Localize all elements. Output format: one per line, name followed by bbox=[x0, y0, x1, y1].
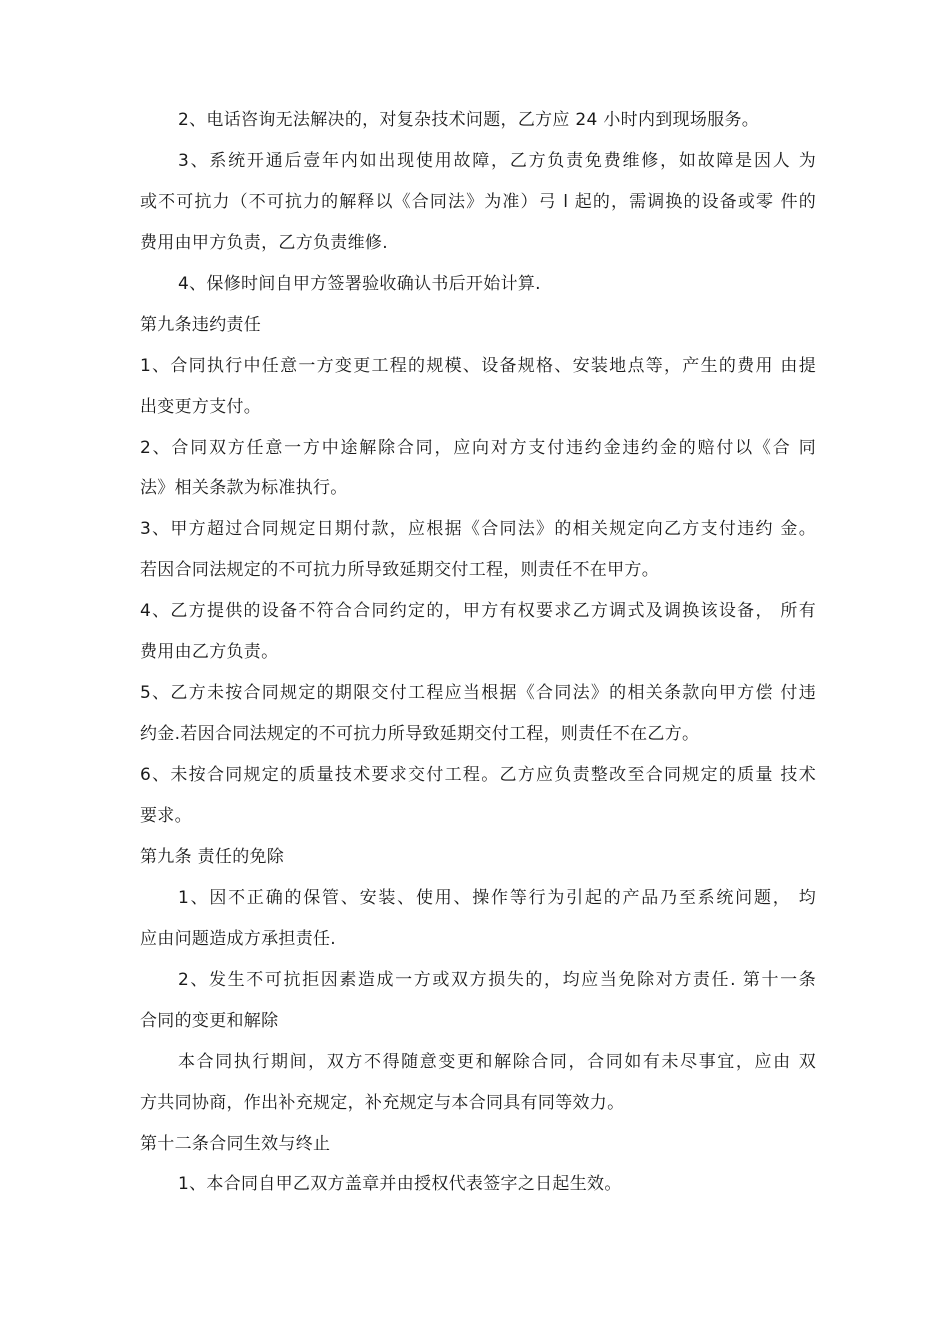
clause-9-item-6-line-1: 6、未按合同规定的质量技术要求交付工程。乙方应负责整改至合同规定的质量 技术 bbox=[140, 765, 816, 785]
clause-exemption-heading: 第九条 责任的免除 bbox=[140, 847, 285, 867]
exemption-item-1-line-2: 应由问题造成方承担责任. bbox=[140, 929, 337, 949]
clause-8-item-3-line-1: 3、系统开通后壹年内如出现使用故障，乙方负责免费维修，如故障是因人 为 bbox=[178, 151, 816, 171]
clause-9-item-2-line-2: 法》相关条款为标准执行。 bbox=[140, 478, 348, 498]
clause-9-item-3-line-1: 3、甲方超过合同规定日期付款，应根据《合同法》的相关规定向乙方支付违约 金。 bbox=[140, 519, 816, 539]
clause-8-item-2: 2、电话咨询无法解决的，对复杂技术问题，乙方应 24 小时内到现场服务。 bbox=[178, 110, 760, 130]
clause-9-item-5-line-2: 约金.若因合同法规定的不可抗力所导致延期交付工程，则责任不在乙方。 bbox=[140, 724, 700, 744]
clause-9-item-6-line-2: 要求。 bbox=[140, 806, 192, 826]
clause-11-body-line-1: 本合同执行期间，双方不得随意变更和解除合同，合同如有未尽事宜，应由 双 bbox=[178, 1052, 816, 1072]
exemption-item-1-line-1: 1、因不正确的保管、安装、使用、操作等行为引起的产品乃至系统问题， 均 bbox=[178, 888, 816, 908]
exemption-item-2-line-1: 2、发生不可抗拒因素造成一方或双方损失的，均应当免除对方责任. 第十一条 bbox=[178, 970, 816, 990]
clause-9-item-3-line-2: 若因合同法规定的不可抗力所导致延期交付工程，则责任不在甲方。 bbox=[140, 560, 659, 580]
clause-9-heading: 第九条违约责任 bbox=[140, 315, 262, 335]
clause-9-item-4-line-2: 费用由乙方负责。 bbox=[140, 642, 279, 662]
clause-9-item-1-line-2: 出变更方支付。 bbox=[140, 397, 262, 417]
clause-11-body-line-2: 方共同协商，作出补充规定，补充规定与本合同具有同等效力。 bbox=[140, 1093, 625, 1113]
clause-11-heading: 合同的变更和解除 bbox=[140, 1011, 279, 1031]
clause-8-item-4: 4、保修时间自甲方签署验收确认书后开始计算. bbox=[178, 274, 541, 294]
clause-9-item-1-line-1: 1、合同执行中任意一方变更工程的规模、设备规格、安装地点等，产生的费用 由提 bbox=[140, 356, 816, 376]
clause-9-item-5-line-1: 5、乙方未按合同规定的期限交付工程应当根据《合同法》的相关条款向甲方偿 付违 bbox=[140, 683, 816, 703]
clause-9-item-2-line-1: 2、合同双方任意一方中途解除合同，应向对方支付违约金违约金的赔付以《合 同 bbox=[140, 438, 816, 458]
clause-12-heading: 第十二条合同生效与终止 bbox=[140, 1134, 331, 1154]
clause-9-item-4-line-1: 4、乙方提供的设备不符合合同约定的，甲方有权要求乙方调式及调换该设备， 所有 bbox=[140, 601, 816, 621]
clause-12-item-1: 1、本合同自甲乙双方盖章并由授权代表签字之日起生效。 bbox=[178, 1174, 622, 1194]
clause-8-item-3-line-2: 或不可抗力（不可抗力的解释以《合同法》为准）弓 l 起的，需调换的设备或零 件的 bbox=[140, 192, 816, 212]
clause-8-item-3-line-3: 费用由甲方负责，乙方负责维修. bbox=[140, 233, 388, 253]
